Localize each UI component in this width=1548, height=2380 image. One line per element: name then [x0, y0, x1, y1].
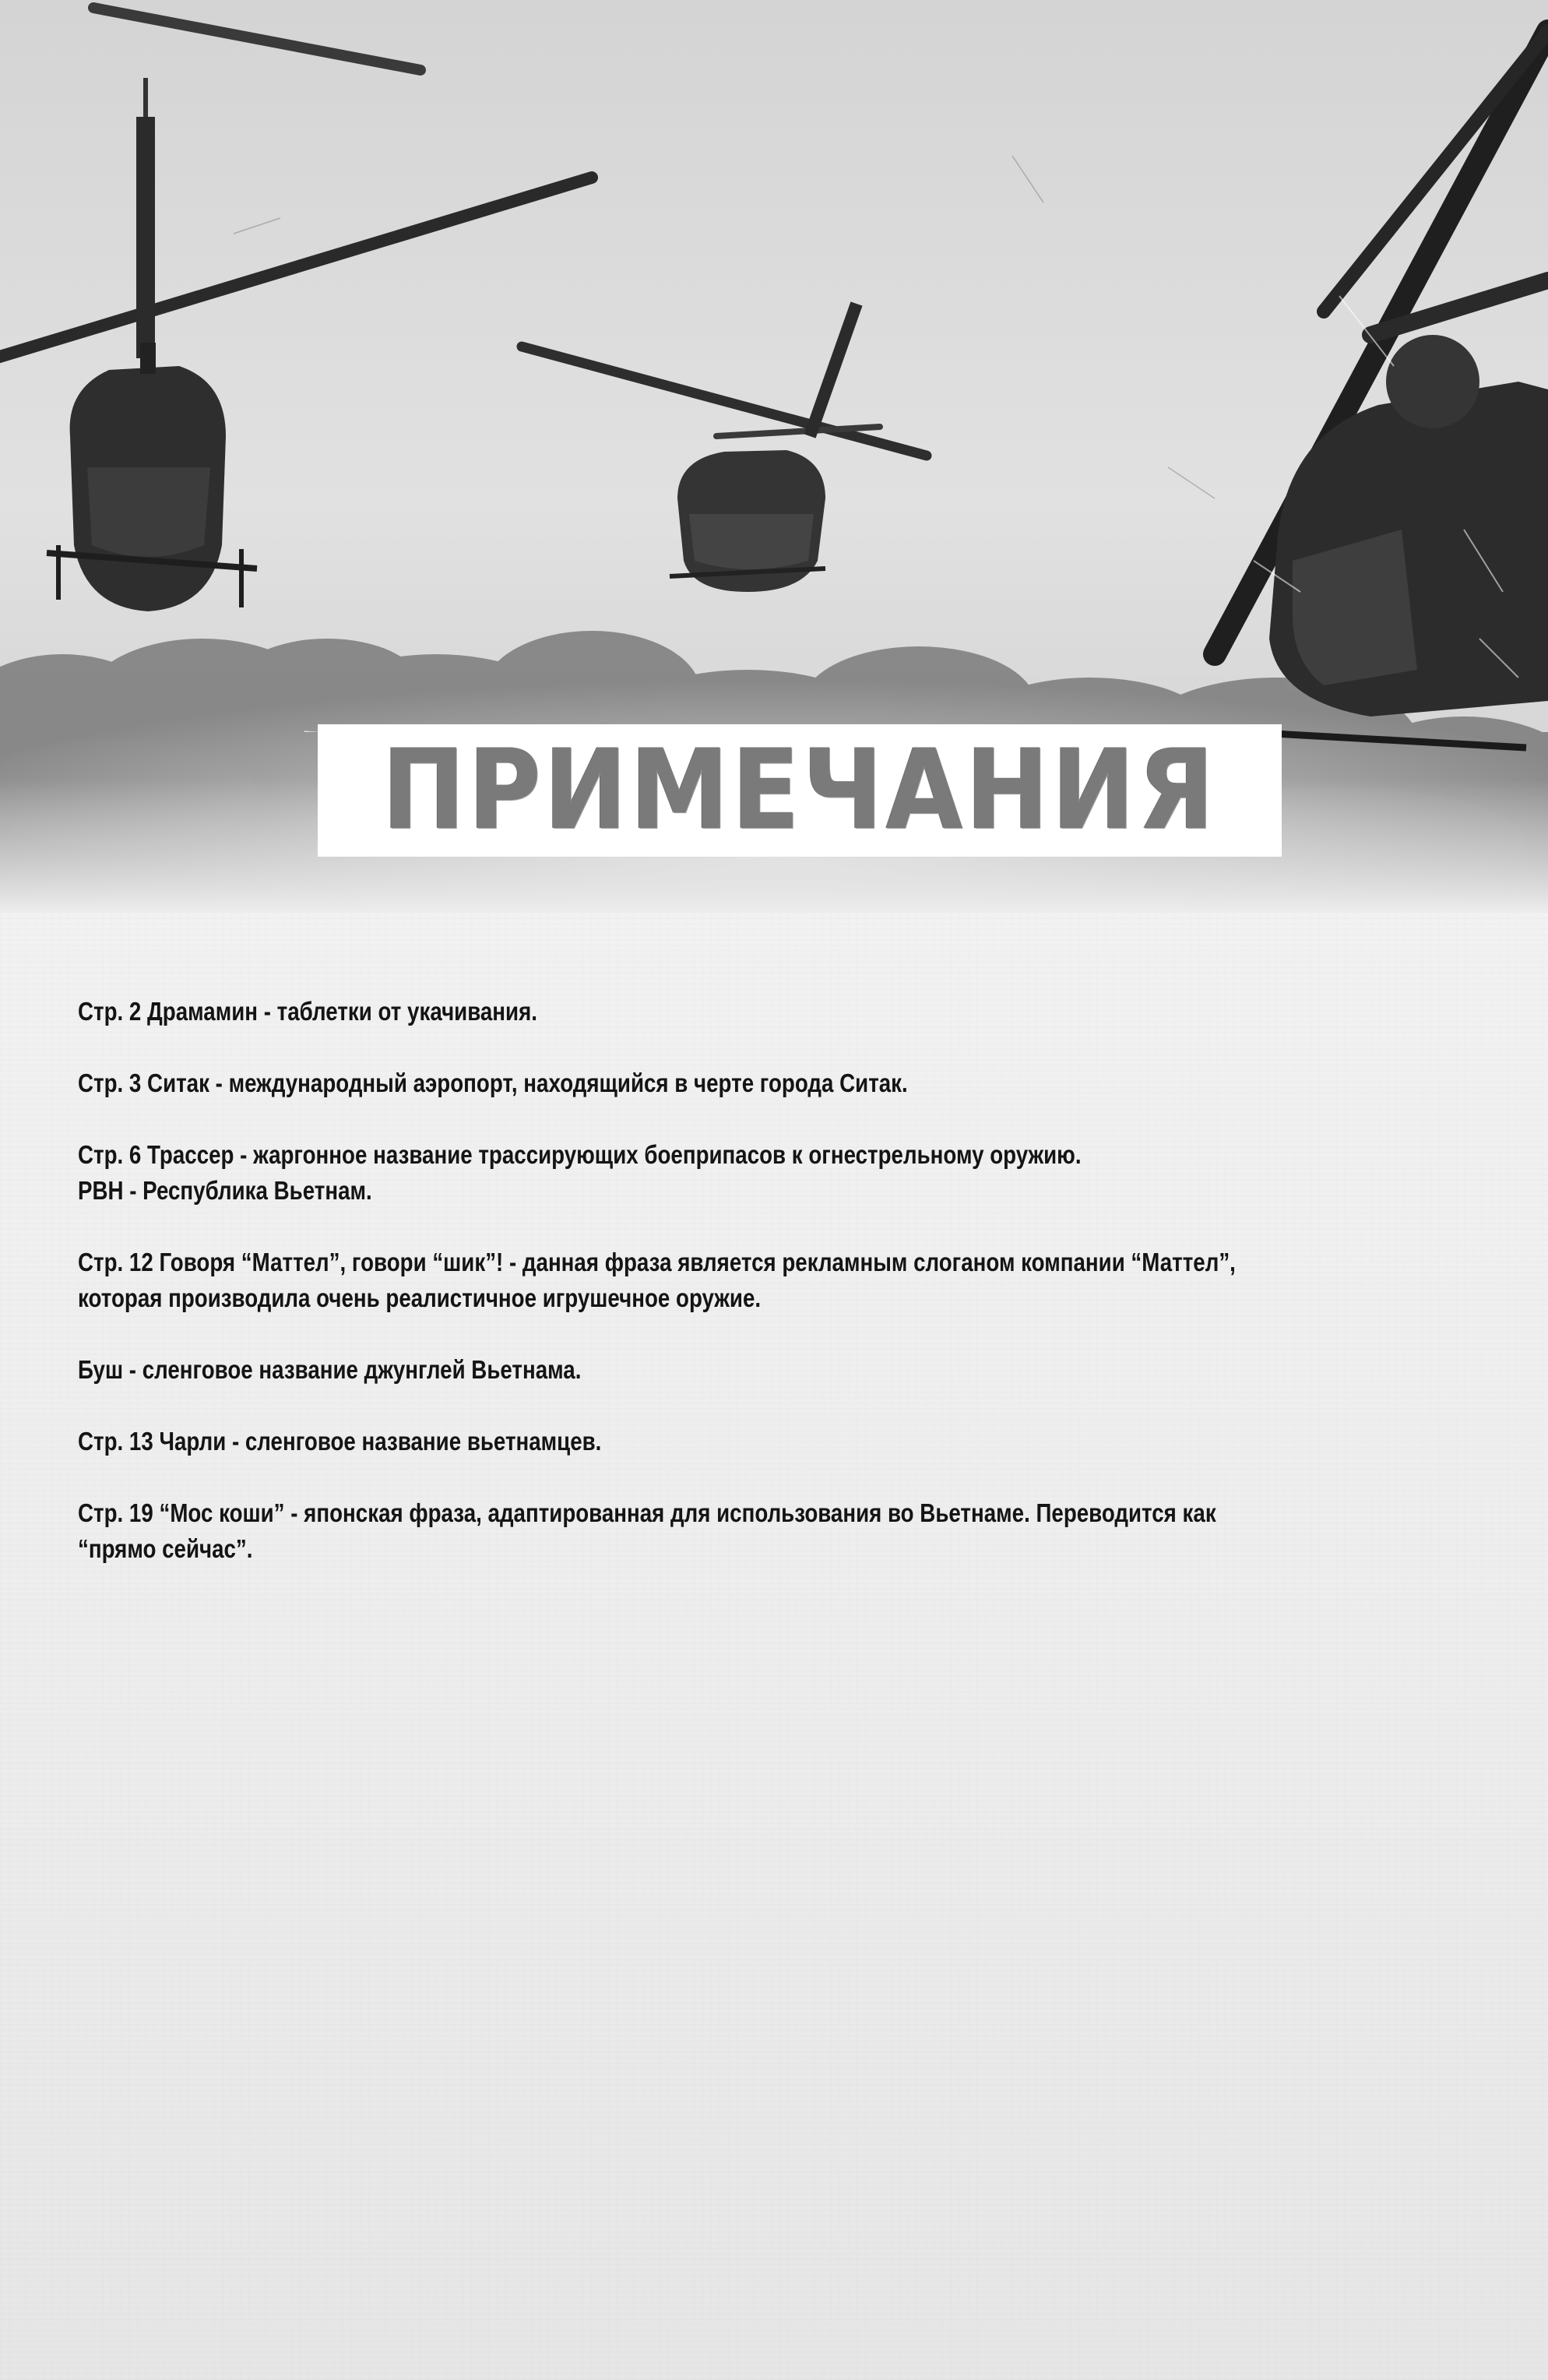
note-line: РВН - Республика Вьетнам. — [78, 1176, 372, 1205]
header-photo — [0, 0, 1548, 913]
note-line: Стр. 13 Чарли - сленговое название вьетнамцев. — [78, 1427, 602, 1456]
note-line: “прямо сейчас”. — [78, 1534, 253, 1563]
note-line: Буш - сленговое название джунглей Вьетнама. — [78, 1355, 582, 1384]
title-box — [318, 724, 1282, 857]
note-item — [78, 994, 1402, 1030]
note-line: Стр. 6 Трассер - жаргонное название трассирующих боеприпасов к огнестрельному оружию. — [78, 1140, 1082, 1169]
note-item — [78, 1065, 1402, 1101]
notes-list — [78, 994, 1402, 1603]
note-item — [78, 1424, 1402, 1459]
note-item — [78, 1245, 1402, 1316]
page-title: ПРИМЕЧАНИЯ — [382, 726, 1218, 854]
note-line: Стр. 3 Ситак - международный аэропорт, находящийся в черте города Ситак. — [78, 1069, 908, 1097]
note-item — [78, 1137, 1402, 1209]
note-item — [78, 1352, 1402, 1388]
note-line: Стр. 12 Говоря “Маттел”, говори “шик”! - данная фраза является рекламным слоганом компании “Маттел”, — [78, 1248, 1236, 1276]
note-line: Стр. 19 “Мос коши” - японская фраза, адаптированная для использования во Вьетнаме. Переводится как — [78, 1498, 1216, 1527]
note-line: которая производила очень реалистичное игрушечное оружие. — [78, 1283, 762, 1312]
note-line: Стр. 2 Драмамин - таблетки от укачивания. — [78, 997, 537, 1026]
note-item — [78, 1495, 1402, 1567]
